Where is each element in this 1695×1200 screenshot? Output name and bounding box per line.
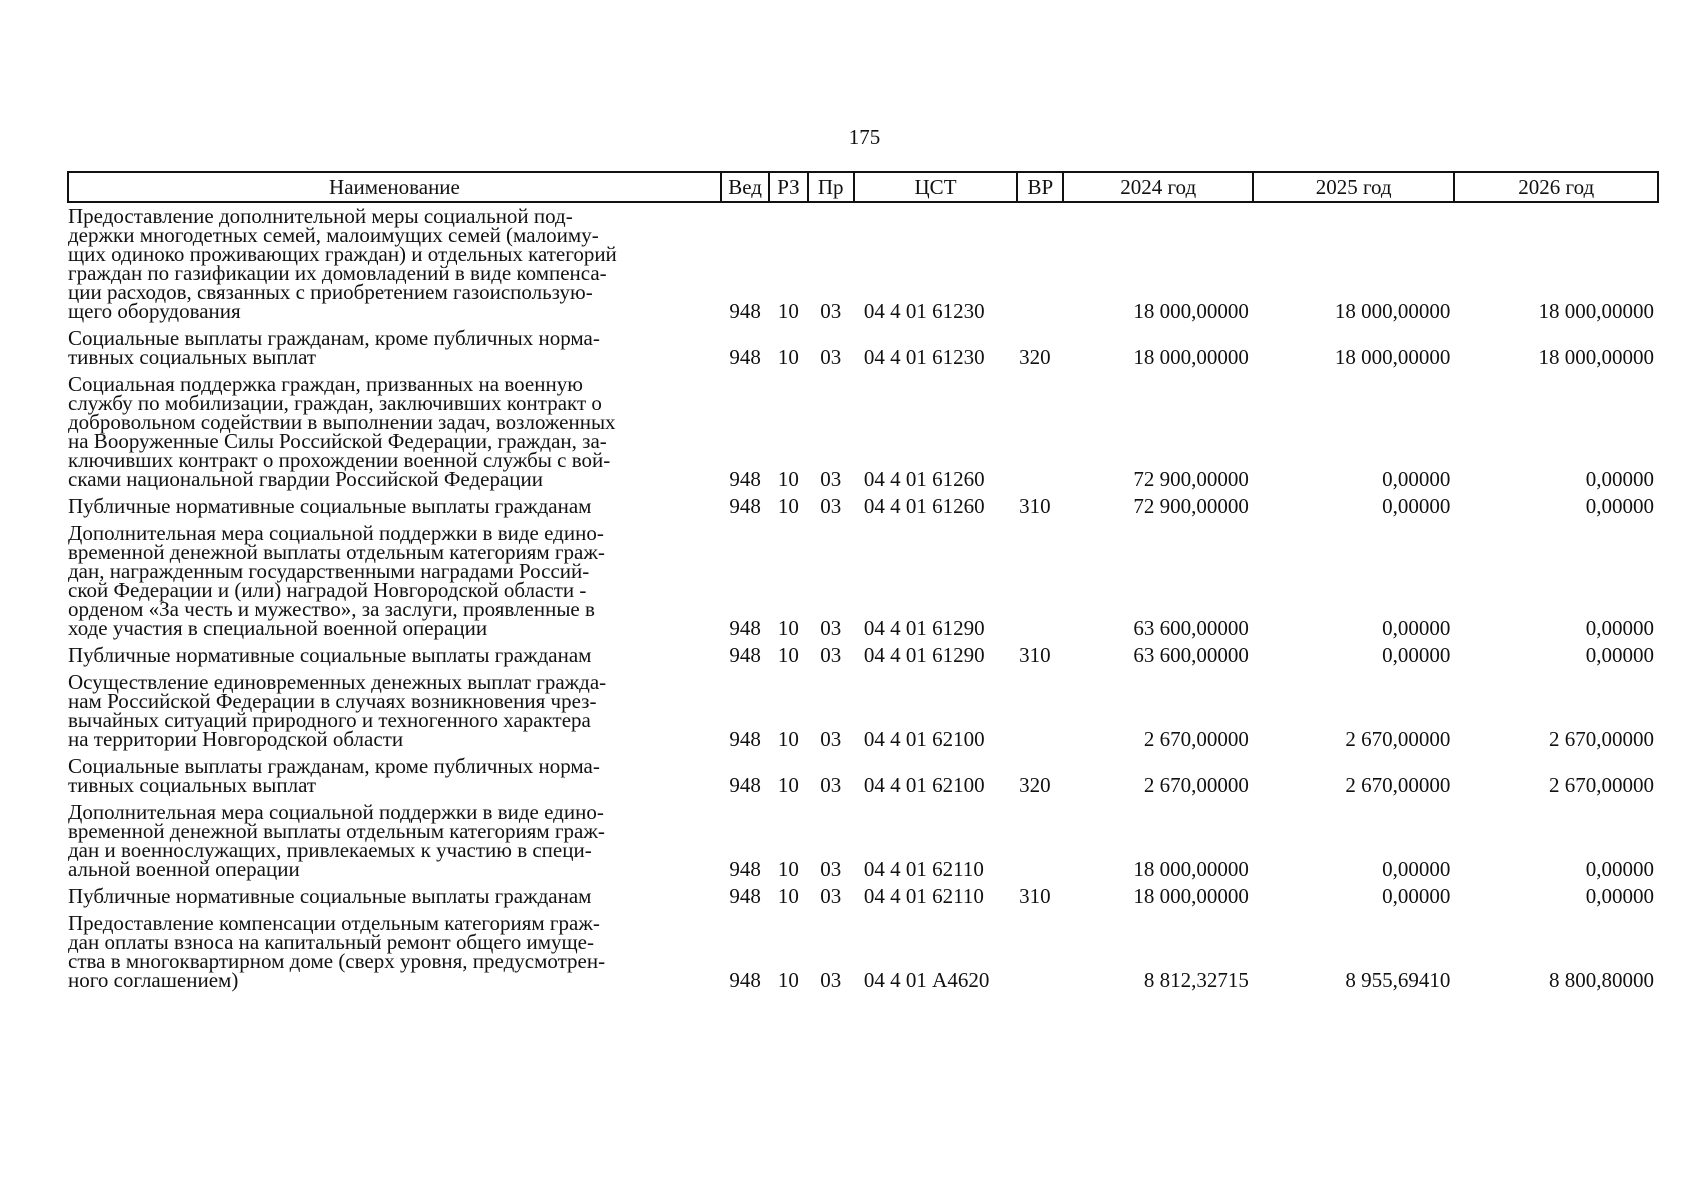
cell-ved: 948 [729, 494, 761, 518]
table-row [68, 757, 1658, 803]
name-line: тивных социальных выплат [68, 345, 317, 369]
cell-2026: 0,00000 [1585, 467, 1654, 491]
cell-2024: 18 000,00000 [1133, 299, 1249, 323]
cell-rz: 10 [777, 616, 799, 640]
cell-2024: 72 900,00000 [1133, 467, 1249, 491]
header-2026: 2026 год [1454, 172, 1658, 202]
name-line: тивных социальных выплат [68, 773, 317, 797]
cell-2024: 72 900,00000 [1133, 494, 1249, 518]
name-line: Публичные нормативные социальные выплаты гражданам [68, 643, 592, 667]
cell-vr: 320 [1019, 345, 1051, 369]
name-line: добровольном содействии в выполнении задач, возложенных [68, 410, 616, 434]
cell-vr [1017, 202, 1063, 329]
name-line: временной денежной выплаты отдельным категориям граж- [68, 819, 605, 843]
cell-cst: 04 4 01 61290 [863, 616, 985, 640]
table-header-row [68, 172, 1658, 202]
table-row [68, 803, 1658, 887]
cell-2026: 0,00000 [1585, 857, 1654, 881]
header-ved: Вед [721, 172, 769, 202]
table-row [68, 914, 1658, 998]
name-line: Публичные нормативные социальные выплаты гражданам [68, 494, 592, 518]
name-line: Социальные выплаты гражданам, кроме публичных норма- [68, 326, 600, 350]
cell-pr: 03 [820, 857, 842, 881]
cell-ved: 948 [729, 884, 761, 908]
name-line: Дополнительная мера социальной поддержки в виде едино- [68, 800, 604, 824]
cell-pr: 03 [820, 494, 842, 518]
name-line: на территории Новгородской области [68, 727, 404, 751]
cell-pr: 03 [820, 884, 842, 908]
cell-vr [1017, 375, 1063, 497]
cell-ved: 948 [729, 643, 761, 667]
name-line: Социальная поддержка граждан, призванных на военную [68, 372, 583, 396]
cell-cst: 04 4 01 61230 [863, 345, 985, 369]
name-line: ства в многоквартирном доме (сверх уровня, предусмотрен- [68, 949, 606, 973]
name-line: на Вооруженные Силы Российской Федерации, граждан, за- [68, 429, 607, 453]
table-row [68, 202, 1658, 329]
cell-2025: 8 955,69410 [1345, 968, 1451, 992]
cell-cst: 04 4 01 61290 [863, 643, 985, 667]
cell-2024: 18 000,00000 [1133, 857, 1249, 881]
cell-vr: 310 [1019, 494, 1051, 518]
cell-2024: 8 812,32715 [1143, 968, 1249, 992]
cell-ved: 948 [729, 968, 761, 992]
name-line: щих одиноко проживающих граждан) и отдельных категорий [68, 242, 617, 266]
cell-name [68, 643, 721, 673]
name-line: вычайных ситуаций природного и техногенного характера [68, 708, 591, 732]
name-line: Осуществление единовременных денежных выплат гражда- [68, 670, 607, 694]
header-cst: ЦСТ [854, 172, 1017, 202]
name-line: Социальные выплаты гражданам, кроме публичных норма- [68, 754, 600, 778]
cell-name [68, 494, 721, 524]
cell-2024: 18 000,00000 [1133, 884, 1249, 908]
cell-ved: 948 [729, 773, 761, 797]
header-rz: РЗ [769, 172, 807, 202]
cell-rz: 10 [777, 494, 799, 518]
cell-rz: 10 [777, 884, 799, 908]
name-line: ской Федерации и (или) наградой Новгородской области - [68, 578, 587, 602]
cell-pr: 03 [820, 968, 842, 992]
table-row [68, 524, 1658, 646]
cell-ved: 948 [729, 467, 761, 491]
table-body [68, 202, 1658, 998]
header-pr: Пр [808, 172, 854, 202]
cell-vr [1017, 803, 1063, 887]
cell-vr: 310 [1019, 884, 1051, 908]
table-row [68, 497, 1658, 524]
page-number: 175 [848, 125, 881, 149]
name-line: держки многодетных семей, малоимущих семей (малоиму- [68, 223, 599, 247]
cell-name [68, 202, 721, 329]
cell-rz: 10 [777, 773, 799, 797]
cell-pr: 03 [820, 467, 842, 491]
name-line: Предоставление дополнительной меры социальной под- [68, 204, 573, 228]
name-line: сками национальной гвардии Российской Федерации [68, 467, 543, 491]
cell-name [68, 372, 721, 497]
name-line: нам Российской Федерации в случаях возникновения чрез- [68, 689, 597, 713]
cell-vr [1017, 673, 1063, 757]
cell-2025: 2 670,00000 [1345, 773, 1451, 797]
cell-2026: 0,00000 [1585, 494, 1654, 518]
cell-pr: 03 [820, 773, 842, 797]
cell-2024: 2 670,00000 [1143, 773, 1249, 797]
cell-cst: 04 4 01 62110 [863, 884, 984, 908]
header-2025: 2025 год [1253, 172, 1455, 202]
table-row [68, 646, 1658, 673]
cell-name [68, 800, 721, 887]
cell-vr: 310 [1019, 643, 1051, 667]
cell-rz: 10 [777, 345, 799, 369]
cell-2026: 2 670,00000 [1549, 727, 1654, 751]
cell-2025: 2 670,00000 [1345, 727, 1451, 751]
budget-table [67, 171, 1659, 998]
cell-ved: 948 [729, 345, 761, 369]
name-line: дан оплаты взноса на капитальный ремонт общего имуще- [68, 930, 594, 954]
cell-cst: 04 4 01 А4620 [863, 968, 990, 992]
header-name: Наименование [68, 172, 721, 202]
cell-2025: 0,00000 [1382, 643, 1451, 667]
name-line: службу по мобилизации, граждан, заключивших контракт о [68, 391, 602, 415]
name-line: ции расходов, связанных с приобретением газоиспользую- [68, 280, 593, 304]
cell-2026: 0,00000 [1585, 884, 1654, 908]
cell-cst: 04 4 01 61260 [863, 494, 985, 518]
table-row [68, 329, 1658, 375]
cell-2025: 0,00000 [1382, 884, 1451, 908]
cell-vr [1017, 524, 1063, 646]
cell-name [68, 911, 721, 998]
cell-vr [1017, 914, 1063, 998]
cell-cst: 04 4 01 62100 [863, 727, 985, 751]
cell-name [68, 521, 721, 646]
cell-ved: 948 [729, 857, 761, 881]
cell-pr: 03 [820, 727, 842, 751]
cell-2026: 2 670,00000 [1549, 773, 1654, 797]
name-line: ного соглашением) [68, 968, 239, 992]
name-line: щего оборудования [68, 299, 241, 323]
cell-2025: 0,00000 [1382, 494, 1451, 518]
name-line: дан, награжденным государственными наградами Россий- [68, 559, 590, 583]
name-line: ходе участия в специальной военной операции [68, 616, 488, 640]
cell-2024: 63 600,00000 [1133, 643, 1249, 667]
cell-name [68, 670, 721, 757]
name-line: временной денежной выплаты отдельным категориям граж- [68, 540, 605, 564]
table-row [68, 375, 1658, 497]
cell-rz: 10 [777, 857, 799, 881]
cell-name [68, 884, 721, 914]
cell-ved: 948 [729, 299, 761, 323]
cell-2025: 0,00000 [1382, 616, 1451, 640]
cell-2025: 18 000,00000 [1334, 299, 1451, 323]
cell-ved: 948 [729, 616, 761, 640]
name-line: орденом «За честь и мужество», за заслуги, проявленные в [68, 597, 595, 621]
cell-2026: 18 000,00000 [1538, 345, 1654, 369]
cell-rz: 10 [777, 299, 799, 323]
cell-cst: 04 4 01 61260 [863, 467, 985, 491]
cell-2025: 18 000,00000 [1334, 345, 1451, 369]
cell-vr: 320 [1019, 773, 1051, 797]
cell-pr: 03 [820, 345, 842, 369]
name-line: Предоставление компенсации отдельным категориям граж- [68, 911, 600, 935]
cell-pr: 03 [820, 299, 842, 323]
name-line: граждан по газификации их домовладений в виде компенса- [68, 261, 607, 285]
cell-pr: 03 [820, 643, 842, 667]
name-line: альной военной операции [68, 857, 300, 881]
cell-2025: 0,00000 [1382, 467, 1451, 491]
cell-pr: 03 [820, 616, 842, 640]
name-line: дан и военнослужащих, привлекаемых к участию в специ- [68, 838, 592, 862]
cell-2024: 2 670,00000 [1143, 727, 1249, 751]
cell-rz: 10 [777, 643, 799, 667]
cell-rz: 10 [777, 968, 799, 992]
table-row [68, 887, 1658, 914]
cell-ved: 948 [729, 727, 761, 751]
cell-2026: 0,00000 [1585, 616, 1654, 640]
cell-rz: 10 [777, 467, 799, 491]
cell-2026: 0,00000 [1585, 643, 1654, 667]
cell-2024: 63 600,00000 [1133, 616, 1249, 640]
cell-2024: 18 000,00000 [1133, 345, 1249, 369]
cell-2026: 8 800,80000 [1549, 968, 1654, 992]
cell-rz: 10 [777, 727, 799, 751]
cell-cst: 04 4 01 62110 [863, 857, 984, 881]
name-line: Дополнительная мера социальной поддержки в виде едино- [68, 521, 604, 545]
header-2024: 2024 год [1063, 172, 1252, 202]
header-vr: ВР [1017, 172, 1063, 202]
name-line: ключивших контракт о прохождении военной службы с вой- [68, 448, 611, 472]
cell-name [68, 326, 721, 375]
cell-2026: 18 000,00000 [1538, 299, 1654, 323]
cell-name [68, 754, 721, 803]
table-row [68, 673, 1658, 757]
cell-2025: 0,00000 [1382, 857, 1451, 881]
cell-cst: 04 4 01 61230 [863, 299, 985, 323]
cell-cst: 04 4 01 62100 [863, 773, 985, 797]
name-line: Публичные нормативные социальные выплаты гражданам [68, 884, 592, 908]
